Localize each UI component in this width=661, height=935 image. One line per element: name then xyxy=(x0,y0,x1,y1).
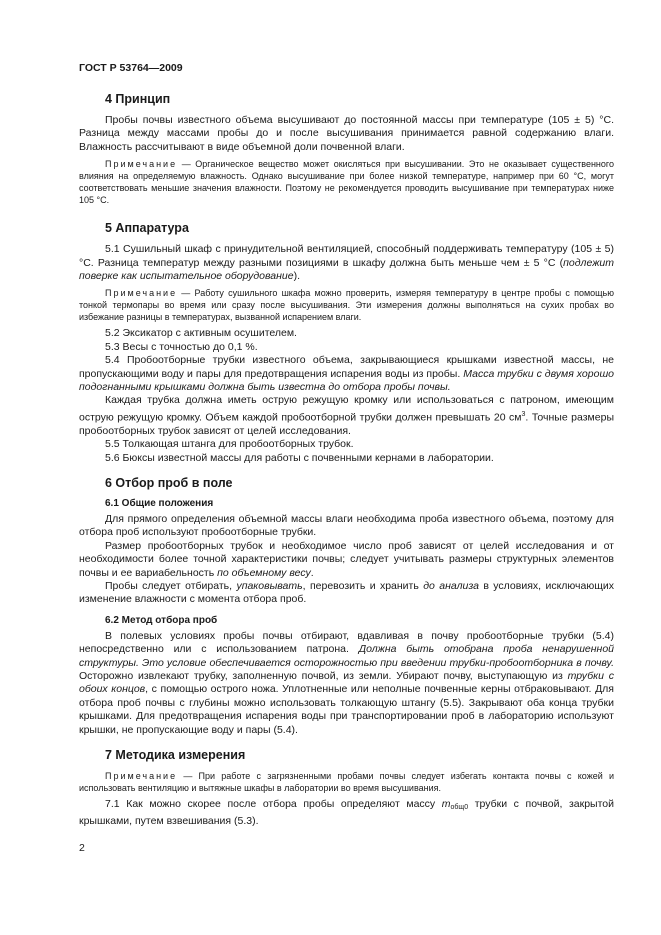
item-7-1: 7.1 Как можно скорее после отбора пробы определяют массу $m_{общ0}$ трубки с почвой, закрытой крышками, путем взвешивания (5.3). xyxy=(79,798,615,827)
page-number: 2 xyxy=(79,842,85,854)
subsection-6-2-title: 6.2 Метод отбора проб xyxy=(105,614,218,626)
item-5-3: 5.3 Весы с точностью до 0,1 %. xyxy=(105,340,258,353)
item-5-4: 5.4 Пробоотборные трубки известного объема, закрывающиеся крышками известной массы, не пропускающими воду и пары для предотвращения испарения воды из пробы. Масса трубки с двумя хорошо подогнанными крышками должна быть известна до отбора пробы почвы. xyxy=(79,354,614,394)
section-6-title: 6 Отбор проб в поле xyxy=(105,476,233,490)
subsection-6-1-title: 6.1 Общие положения xyxy=(105,498,214,509)
item-5-2: 5.2 Эксикатор с активным осушителем. xyxy=(105,327,297,340)
section-7-note xyxy=(79,770,614,794)
section-6-1-paragraph-2: Размер пробоотборных трубок и необходимое число проб зависят от целей исследования и от необходимости более точной характеристики почвы; следует учитывать размеры структурных элементов почвы и ее вариабельность по объемному весу. xyxy=(79,539,614,579)
note-label: Примечание xyxy=(105,159,178,170)
item-5-6: 5.6 Бюксы известной массы для работы с почвенными кернами в лаборатории. xyxy=(105,451,494,464)
note-label: Примечание xyxy=(105,771,178,782)
item-5-5: 5.5 Толкающая штанга для пробоотборных трубок. xyxy=(105,438,354,451)
item-5-4-continued: Каждая трубка должна иметь острую режущую кромку или использоваться с патроном, имеющим острую режущую кромку. Объем каждой пробоотборной трубки должен превышать 20 $см^3$. Точные размеры пробоотборных трубок зависят от целей исследования. xyxy=(79,394,614,437)
section-4-note xyxy=(79,158,614,206)
document-body xyxy=(79,92,614,828)
note-text: — Работу сушильного шкафа можно проверить, измеряя температуру в центре пробы с помощью тонкой термопары во время или сразу после высушивания. Эти измерения должны выполняться на сухих пробах во избежание разницы в температурах, вызванной испарением влаги. xyxy=(79,288,614,323)
section-5-note xyxy=(79,287,614,323)
section-7-title: 7 Методика измерения xyxy=(105,748,246,763)
section-6-1-paragraph-1: Для прямого определения объемной массы влаги необходима проба известного объема, поэтому для отбора проб используют пробоотборные трубки. xyxy=(79,513,614,539)
section-6-2-paragraph: В полевых условиях пробы почвы отбирают, вдавливая в почву пробоотборные трубки (5.4) непосредственно или с использованием патрона. Должна быть отобрана проба ненарушенной структуры. Это условие обеспечивается осторожностью при введении трубки-пробоотборника в почву. Осторожно извлекают трубку, заполненную почвой, из земли. Убирают почву, выступающую из трубки с обоих концов, с помощью острого ножа. Уплотненные или неполные почвенные керны отбраковывают. Для отбора проб почвы с глубины можно использовать толкающую штангу (5.5). Закрывают оба конца трубки крышками. Для предотвращения испарения воды при транспортировании проб в лабораторию используют крышки, не пропускающие воду и пары (5.4). xyxy=(79,629,614,736)
section-5-title: 5 Аппаратура xyxy=(105,221,189,236)
item-5-1: 5.1 Сушильный шкаф с принудительной вентиляцией, способный поддерживать температуру (105 ± 5) °С. Разница температур между разными позициями в шкафу должна быть меньше чем ± 5 °С (подлежит поверке как испытательное оборудование). xyxy=(79,243,614,283)
section-4-paragraph: Пробы почвы известного объема высушивают до постоянной массы при температуре (105 ± 5) °С. Разница между массами пробы до и после высушивания принимается равной содержанию влаги. Влажность рассчитывают в виде объемной доли почвенной влаги. xyxy=(79,114,614,153)
section-6-1-paragraph-3: Пробы следует отбирать, упаковывать, перевозить и хранить до анализа в условиях, исключающих изменение влажности с момента отбора проб. xyxy=(79,580,614,606)
section-4-title: 4 Принцип xyxy=(105,92,171,106)
note-text: — Органическое вещество может окисляться при высушивании. Это не оказывает существенного влияния на определяемую влажность. Однако высушивание при более низкой температуре, например при 60 °С, могут соответствовать меньшие значения влажности. Поэтому не рекомендуется проводить высушивание при температурах ниже 105 °С. xyxy=(79,159,614,206)
note-label: Примечание xyxy=(105,288,178,299)
note-text: — При работе с загрязненными пробами почвы следует избегать контакта почвы с кожей и использовать вентиляцию и вытяжные шкафы в лаборатории во время высушивания. xyxy=(79,771,614,794)
standard-header: ГОСТ Р 53764—2009 xyxy=(79,62,183,74)
